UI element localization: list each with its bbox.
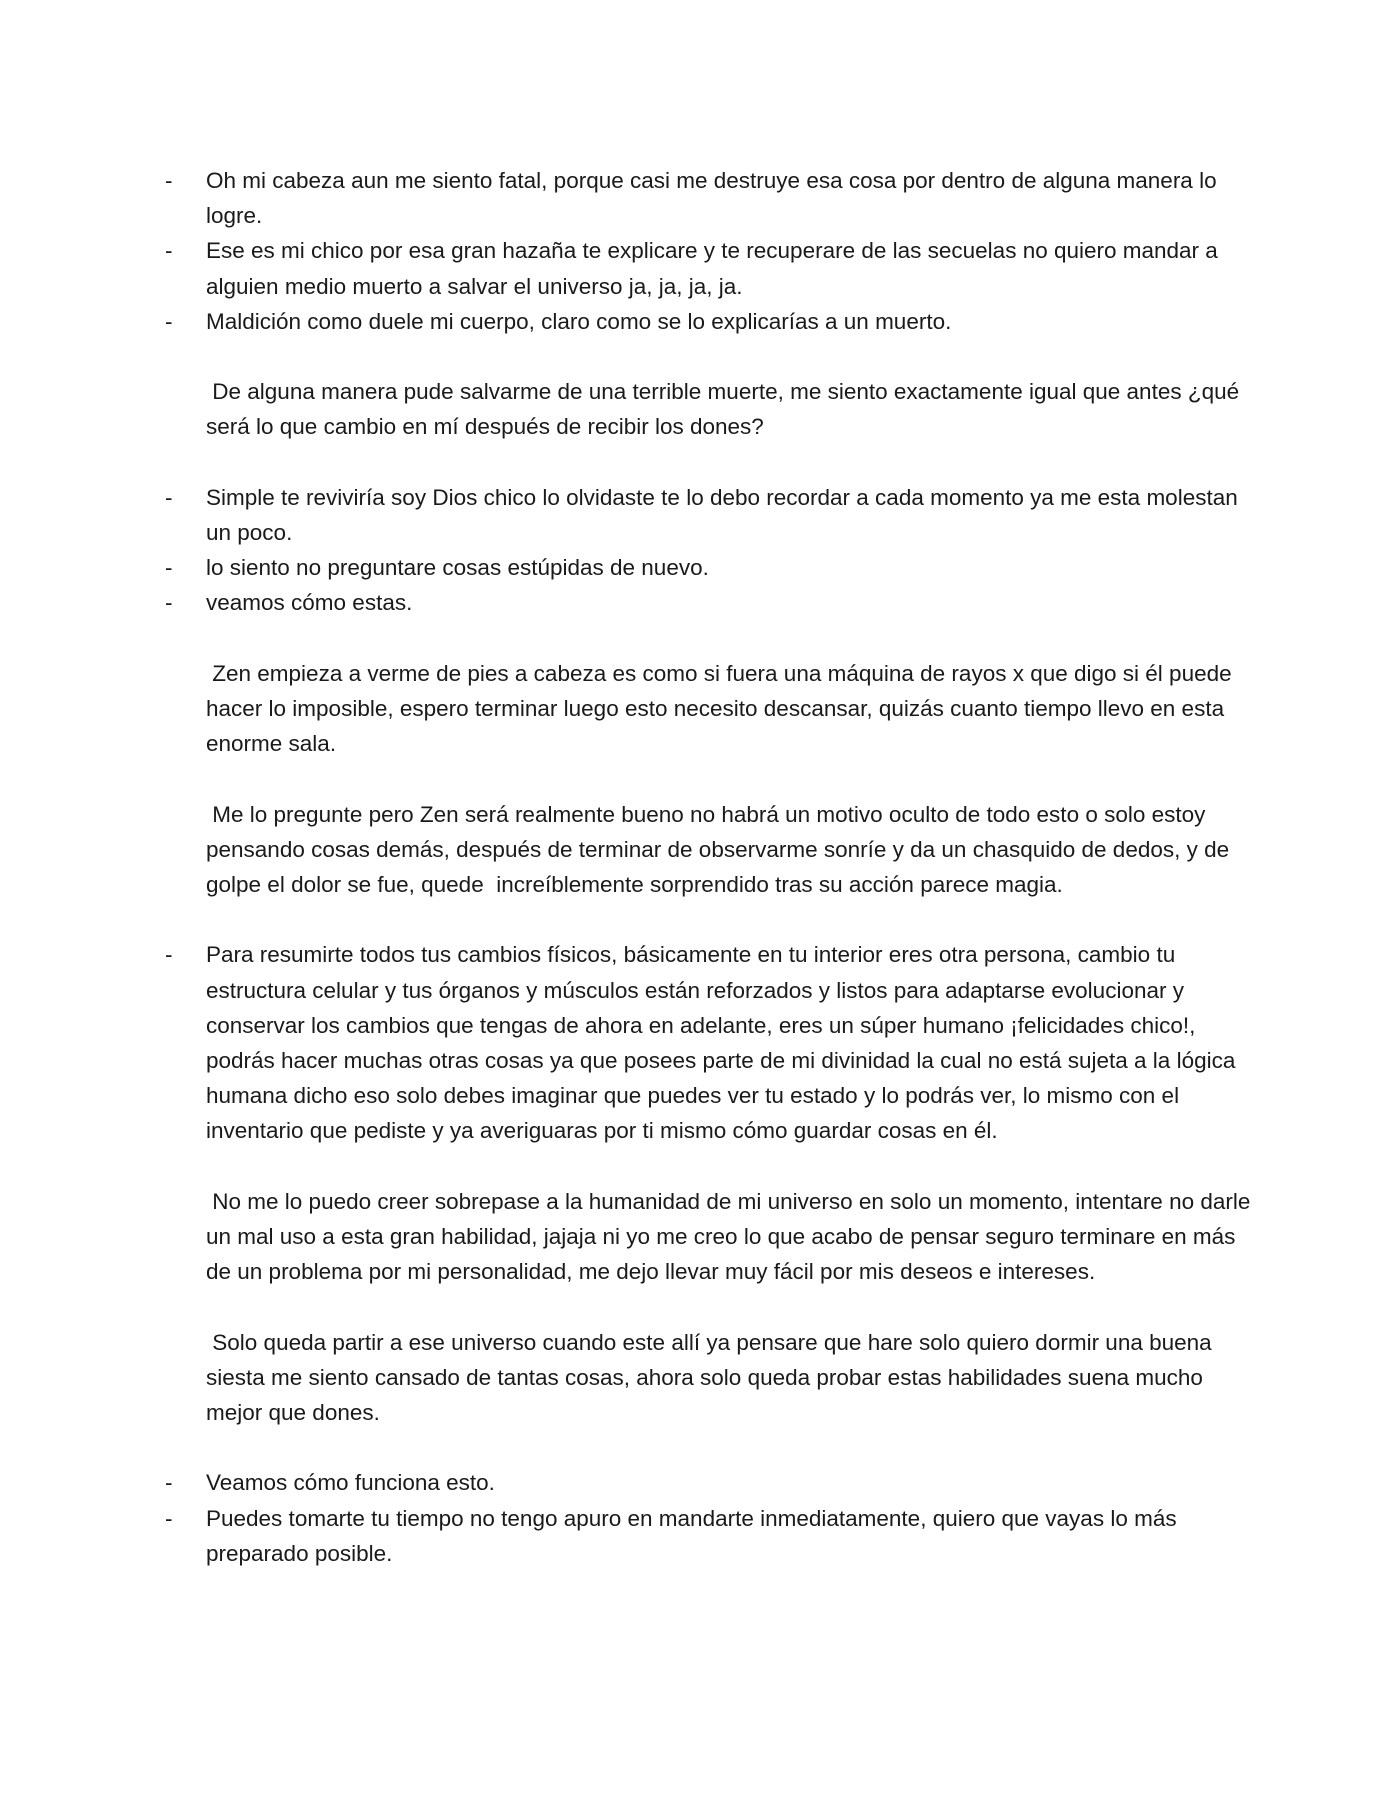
bullet-dash: - bbox=[165, 942, 173, 968]
paragraph-spacer bbox=[165, 621, 1265, 656]
dialogue-line bbox=[165, 1465, 1265, 1500]
dialogue-line bbox=[165, 163, 1265, 233]
dialogue-line bbox=[165, 1501, 1265, 1571]
dialogue-text: lo siento no preguntare cosas estúpidas de nuevo. bbox=[206, 555, 709, 581]
narration-paragraph: De alguna manera pude salvarme de una terrible muerte, me siento exactamente igual que antes ¿qué será lo que cambio en mí después de recibir los dones? bbox=[206, 379, 1246, 440]
dialogue-line bbox=[165, 937, 1265, 1148]
paragraph-spacer bbox=[165, 1149, 1265, 1184]
bullet-dash: - bbox=[165, 1505, 173, 1531]
dialogue-text: Maldición como duele mi cuerpo, claro como se lo explicarías a un muerto. bbox=[206, 308, 952, 334]
document-body bbox=[165, 163, 1265, 1571]
bullet-dash: - bbox=[165, 590, 173, 616]
paragraph-spacer bbox=[165, 1289, 1265, 1324]
dialogue-text: Puedes tomarte tu tiempo no tengo apuro en mandarte inmediatamente, quiero que vayas lo más preparado posible. bbox=[206, 1505, 1183, 1566]
dialogue-line bbox=[165, 550, 1265, 585]
bullet-dash: - bbox=[165, 1470, 173, 1496]
dialogue-text: Veamos cómo funciona esto. bbox=[206, 1470, 495, 1496]
dialogue-line bbox=[165, 304, 1265, 339]
paragraph-spacer bbox=[165, 445, 1265, 480]
dialogue-text: Ese es mi chico por esa gran hazaña te explicare y te recuperare de las secuelas no quiero mandar a alguien medio muerto a salvar el universo ja, ja, ja, ja. bbox=[206, 238, 1225, 299]
dialogue-text: Simple te reviviría soy Dios chico lo olvidaste te lo debo recordar a cada momento ya me esta molestan un poco. bbox=[206, 484, 1245, 545]
dialogue-text: Oh mi cabeza aun me siento fatal, porque casi me destruye esa cosa por dentro de alguna manera lo logre. bbox=[206, 168, 1223, 229]
narration-paragraph: Me lo pregunte pero Zen será realmente bueno no habrá un motivo oculto de todo esto o solo estoy pensando cosas demás, después de terminar de observarme sonríe y da un chasquido de dedos, y de golpe el dolor se fue, quede increíblemente sorprendido tras su acción parece magia. bbox=[206, 801, 1236, 897]
paragraph-spacer bbox=[165, 339, 1265, 374]
dialogue-line bbox=[165, 233, 1265, 303]
narration-paragraph: Solo queda partir a ese universo cuando este allí ya pensare que hare solo quiero dormir una buena siesta me siento cansado de tantas cosas, ahora solo queda probar estas habilidades suena mucho mejor que dones. bbox=[206, 1329, 1218, 1425]
bullet-dash: - bbox=[165, 308, 173, 334]
dialogue-line bbox=[165, 480, 1265, 550]
bullet-dash: - bbox=[165, 484, 173, 510]
bullet-dash: - bbox=[165, 168, 173, 193]
paragraph-spacer bbox=[165, 1430, 1265, 1465]
paragraph-spacer bbox=[165, 902, 1265, 937]
dialogue-text: Para resumirte todos tus cambios físicos, básicamente en tu interior eres otra persona, cambio tu estructura celular y tus órganos y músculos están reforzados y listos para adaptarse evolucionar y conservar los cambios que tengas de ahora en adelante, eres un súper humano ¡felicidades chico!, podrás hacer muchas otras cosas ya que posees parte de mi divinidad la cual no está sujeta a la lógica humana dicho eso solo debes imaginar que puedes ver tu estado y lo podrás ver, lo mismo con el inventario que pediste y ya averiguaras por ti mismo cómo guardar cosas en él. bbox=[206, 942, 1242, 1144]
dialogue-line bbox=[165, 585, 1265, 620]
bullet-dash: - bbox=[165, 238, 173, 264]
paragraph-spacer bbox=[165, 761, 1265, 796]
narration-paragraph: No me lo puedo creer sobrepase a la humanidad de mi universo en solo un momento, intentare no darle un mal uso a esta gran habilidad, jajaja ni yo me creo lo que acabo de pensar seguro terminare en más de un problema por mi personalidad, me dejo llevar muy fácil por mis deseos e intereses. bbox=[206, 1188, 1257, 1285]
bullet-dash: - bbox=[165, 555, 173, 581]
dialogue-text: veamos cómo estas. bbox=[206, 590, 413, 616]
narration-paragraph: Zen empieza a verme de pies a cabeza es como si fuera una máquina de rayos x que digo si él puede hacer lo imposible, espero terminar luego esto necesito descansar, quizás cuanto tiempo llevo en esta enorme sala. bbox=[206, 660, 1238, 757]
